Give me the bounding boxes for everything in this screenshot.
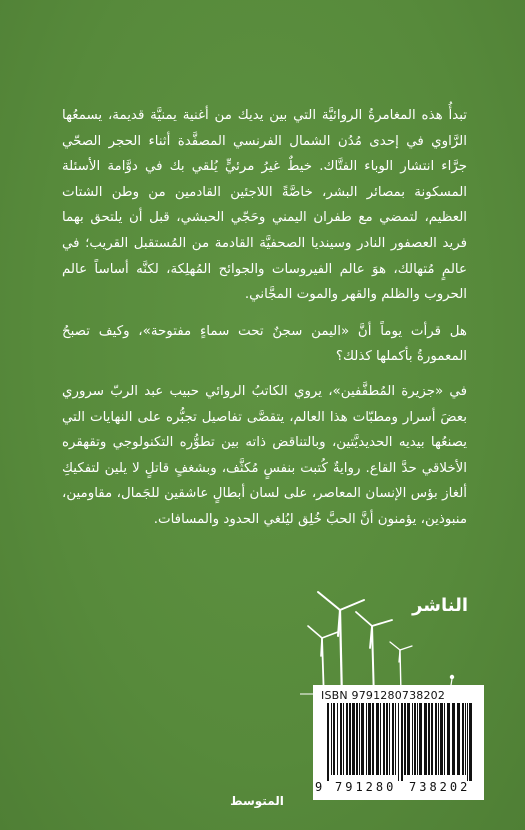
- barcode-icon: [323, 703, 475, 781]
- blurb-paragraph-2: هل قرأت يوماً أنَّ «اليمن سجنٌ تحت سماءٍ مفتوحة»، وكيف تصبحُ المعمورةُ بأكملها كذلك؟: [62, 323, 467, 365]
- barcode-digits-group-2: 738202: [409, 780, 471, 794]
- blurb-paragraph-1: تبدأُ هذه المغامرةُ الروائيَّة التي بين يديك من أغنية يمنيَّة قديمة، يسمعُها الرَّاوي في إحدى مُدُن الشمال الفرنسي المصفَّدة أثناء الحجر الصحّي جرَّاء انتشار الوباء الفتَّاك. خيطٌ غيرُ مرئيٍّ يُلقي بك في دوَّامة الأسئلة المسكونة بمصائر البشر، خاصَّةً اللاجئين القادمين من وطن الشتات العظيم، لتمضي مع طفران اليمني وحَجّي الحبشي، قبل أن يلتحق بهما فريد العصفور النادر وسينديا الصحفيَّة القادمة من المُستقبل القريب؛ في عالمٍ مُتهالك، هوَ عالم الفيروسات والجوائح المُهلِكة، لكنَّه أساساً عالم الحروب والظلم والقهر والموت المجَّاني.: [62, 108, 467, 303]
- blurb-paragraph-3: في «جزيرة المُطفَّفين»، يروي الكاتبُ الروائي حبيب عبد الربّ سروري بعضَ أسرار ومطبّات هذا العالم، يتقصَّى تفاصيل تجبُّره على النهايات التي يصنعُها بيديه الحديديَّتين، وبالتناقض ذاته بين تطوُّره التكنولوجي وتقهقره الأخلاقي حدَّ القاع. روايةٌ كُتبت بنفسٍ مُكثَّف، وبشغفٍ قاتلٍ لا يلين لتفكيكِ ألغاز بؤس الإنسان المعاصر، على لسان أبطالٍ عاشقين للجَمال، مقاومين، منبوذين، يؤمنون أنَّ الحبَّ خُلِق ليُلغي الحدود والمسافات.: [62, 383, 467, 527]
- barcode-digit-first: 9: [315, 780, 323, 794]
- barcode-digits-group-1: 791280: [335, 780, 397, 794]
- wind-turbines-illustration: [300, 590, 475, 700]
- publisher-label: الناشر: [412, 595, 468, 616]
- blurb-text: [62, 103, 467, 533]
- barcode-box: [313, 685, 484, 800]
- imprint-logo: المتوسط: [230, 794, 284, 808]
- isbn-label: ISBN 9791280738202: [321, 689, 446, 702]
